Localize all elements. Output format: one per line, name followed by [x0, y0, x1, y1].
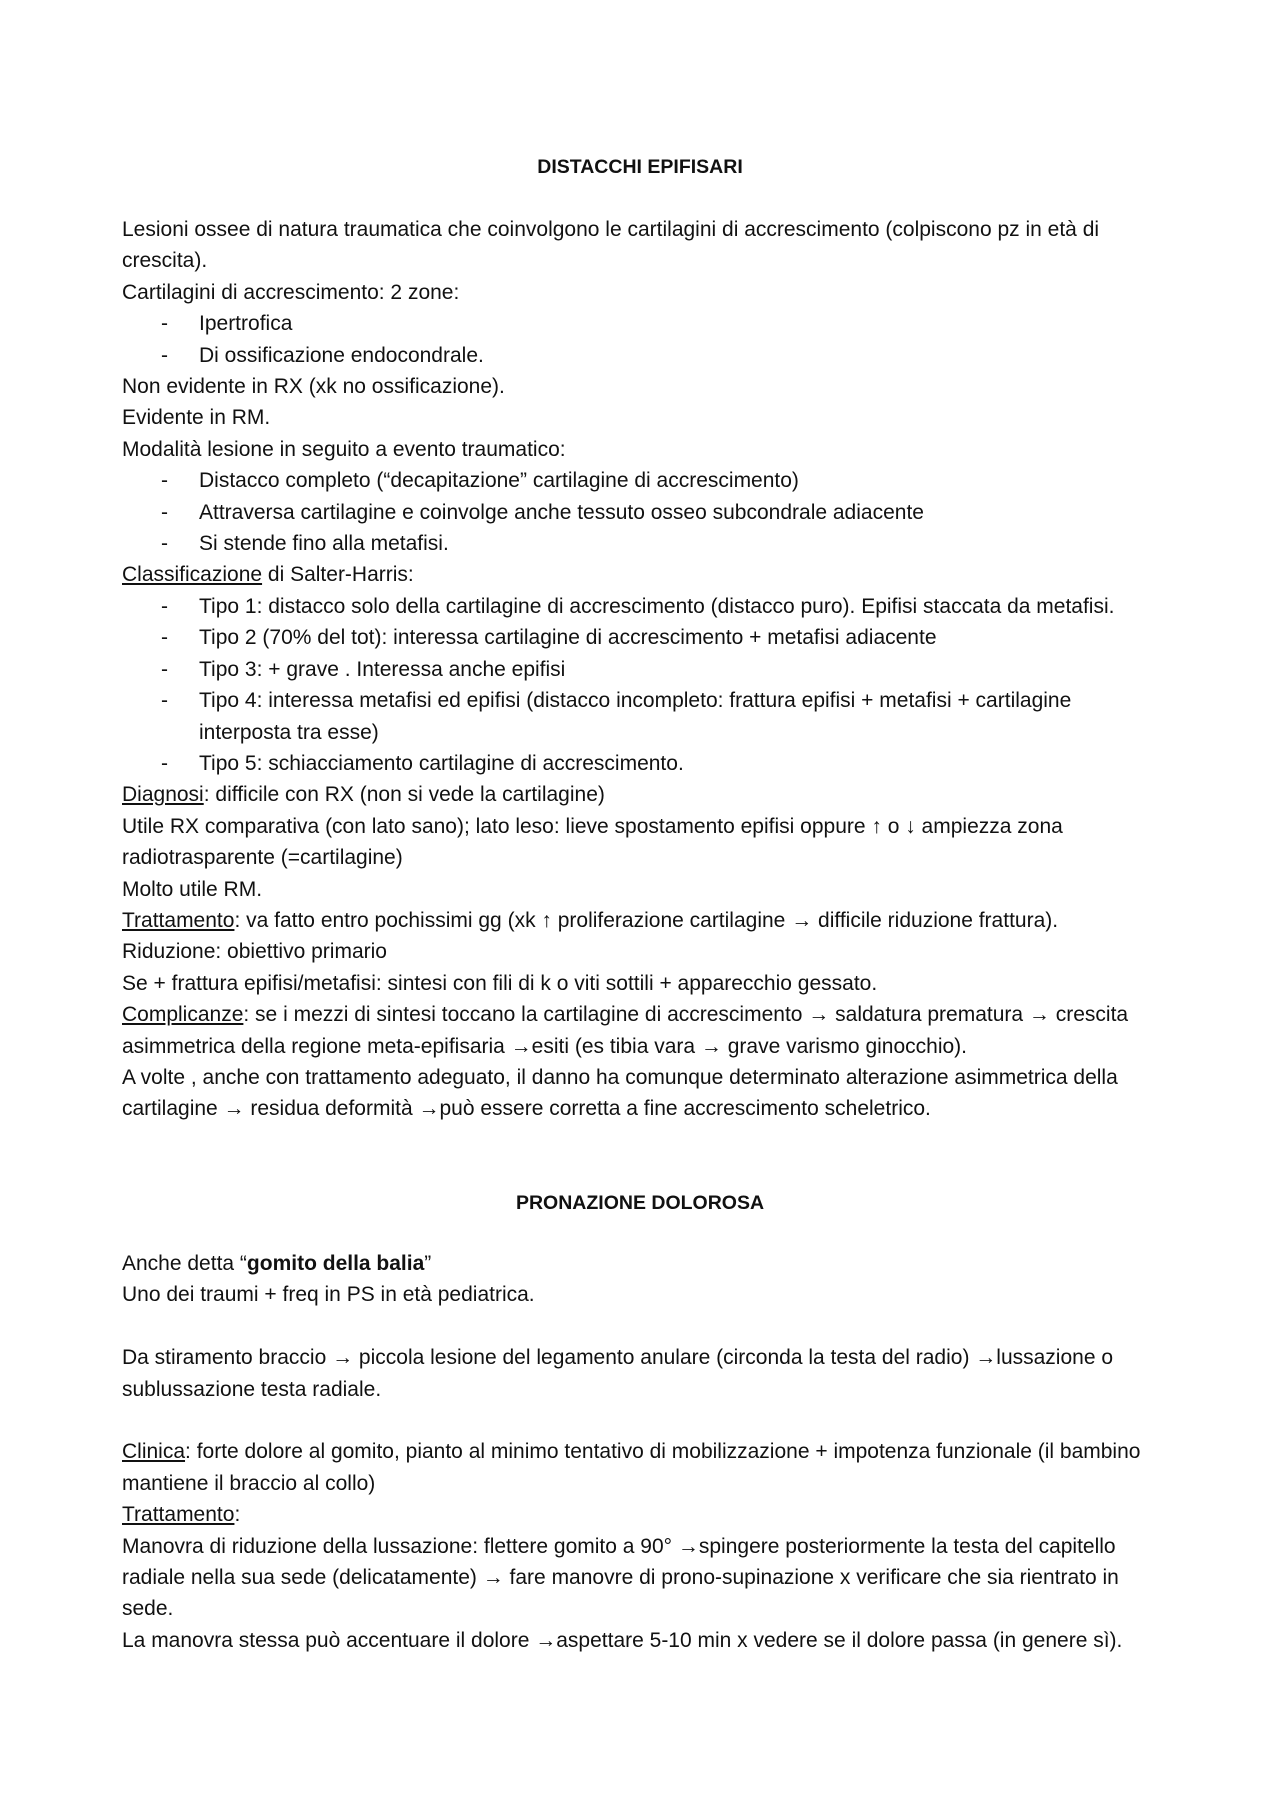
classification-heading: Classificazione di Salter-Harris: — [122, 563, 414, 587]
treatment-paragraph: Trattamento: va fatto entro pochissimi gg (xk ↑ proliferazione cartilagine → difficile riduzione frattura). — [122, 908, 1059, 932]
treatment-synthesis: Se + frattura epifisi/metafisi: sintesi con fili di k o viti sottili + apparecchio gessato. — [122, 971, 878, 995]
list-item: - Tipo 3: + grave . Interessa anche epifisi — [161, 657, 566, 681]
list-item: - Distacco completo (“decapitazione” cartilagine di accrescimento) — [161, 469, 799, 493]
clinic-paragraph: Clinica: forte dolore al gomito, pianto al minimo tentativo di mobilizzazione + impotenza funzionale (il bambino mantiene il braccio al collo) — [122, 1440, 1141, 1495]
list-item: - Tipo 2 (70% del tot): interessa cartilagine di accrescimento + metafisi adiacente — [161, 626, 937, 650]
section-title-distacchi: DISTACCHI EPIFISARI — [537, 156, 743, 178]
complications-detail: A volte , anche con trattamento adeguato, il danno ha comunque determinato alterazione asimmetrica della cartilagine → residua deformità →può essere corretta a fine accrescimento scheletrico. — [122, 1065, 1118, 1121]
pain-paragraph: La manovra stessa può accentuare il dolore →aspettare 5-10 min x vedere se il dolore passa (in genere sì). — [122, 1628, 1123, 1652]
mechanism-paragraph: Da stiramento braccio → piccola lesione del legamento anulare (circonda la testa del radio) →lussazione o sublussazione testa radiale. — [122, 1346, 1114, 1401]
list-item: - Attraversa cartilagine e coinvolge anche tessuto osseo subcondrale adiacente — [161, 500, 924, 524]
list-item: - Tipo 5: schiacciamento cartilagine di accrescimento. — [161, 751, 684, 775]
section-distacchi-body — [122, 214, 1167, 1125]
zones-intro: Cartilagini di accrescimento: 2 zone: — [122, 280, 460, 304]
frequency-note: Uno dei traumi + freq in PS in età pediatrica. — [122, 1283, 535, 1307]
list-item: - Ipertrofica — [161, 312, 293, 336]
treatment-goal: Riduzione: obiettivo primario — [122, 940, 387, 964]
list-item: - Si stende fino alla metafisi. — [161, 532, 449, 556]
complications-paragraph: Complicanze: se i mezzi di sintesi toccano la cartilagine di accrescimento → saldatura prematura → crescita asimmetrica della regione meta-epifisaria →esiti (es tibia vara → grave varismo ginocchio). — [122, 1003, 1129, 1058]
section-pronazione-body — [122, 1248, 1167, 1656]
maneuver-paragraph: Manovra di riduzione della lussazione: flettere gomito a 90° →spingere posteriormente la testa del capitello radiale nella sua sede (delicatamente) → fare manovre di prono-supinazione x verificare che sia rientrato in sede. — [122, 1534, 1119, 1621]
list-item: - Tipo 4: interessa metafisi ed epifisi (distacco incompleto: frattura epifisi + metafisi + cartilagine interposta tra esse) — [161, 689, 1072, 744]
intro-paragraph: Lesioni ossee di natura traumatica che coinvolgono le cartilagini di accrescimento (colpiscono pz in età di crescita). — [122, 218, 1100, 273]
rm-note: Evidente in RM. — [122, 406, 271, 430]
diagnosis-paragraph: Diagnosi: difficile con RX (non si vede la cartilagine) — [122, 783, 605, 807]
list-item: - Di ossificazione endocondrale. — [161, 343, 484, 367]
treatment-heading: Trattamento: — [122, 1503, 241, 1527]
diagnosis-detail: Utile RX comparativa (con lato sano); lato leso: lieve spostamento epifisi oppure ↑ o ↓ ampiezza zona radiotrasparente (=cartilagine) — [122, 814, 1063, 870]
diagnosis-rm: Molto utile RM. — [122, 877, 263, 901]
aka-paragraph: Anche detta “gomito della balia” — [122, 1252, 432, 1275]
list-item: - Tipo 1: distacco solo della cartilagine di accrescimento (distacco puro). Epifisi staccata da metafisi. — [161, 594, 1115, 618]
modality-intro: Modalità lesione in seguito a evento traumatico: — [122, 437, 566, 461]
section-title-pronazione: PRONAZIONE DOLOROSA — [515, 1192, 765, 1214]
rx-note: Non evidente in RX (xk no ossificazione). — [122, 375, 505, 399]
